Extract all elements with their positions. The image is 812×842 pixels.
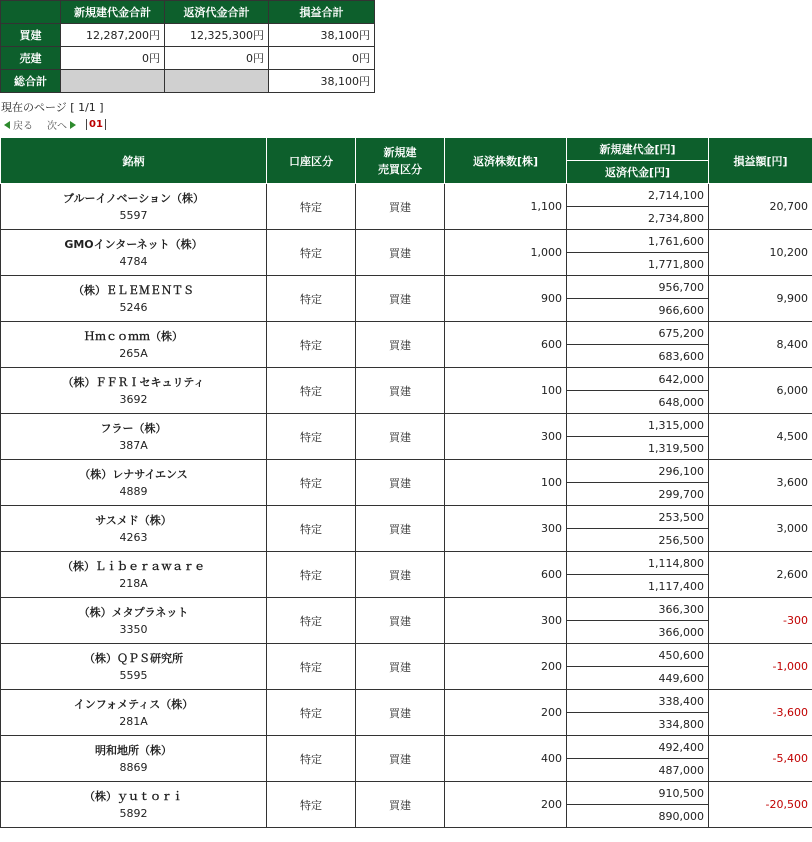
stock-name[interactable]: サスメド（株） (95, 513, 172, 527)
new-amount: 1,761,600 (567, 230, 709, 253)
next-page-link[interactable] (47, 117, 76, 132)
col-header-qty: 返済株数[株] (445, 138, 567, 184)
stock-name[interactable]: 明和地所（株） (95, 743, 172, 757)
arrow-right-icon (70, 121, 76, 129)
table-row (1, 782, 812, 805)
stock-name[interactable]: フラー（株） (100, 421, 167, 435)
summary-grand-empty-2 (165, 70, 269, 93)
positions-table (0, 137, 812, 828)
table-row (1, 460, 812, 483)
table-row (1, 690, 812, 713)
trade-side: 買建 (356, 506, 445, 552)
col-header-new-amount: 新規建代金[円] (567, 138, 709, 161)
stock-name[interactable]: （株）ＥＬＥＭＥＮＴＳ (73, 283, 194, 297)
stock-code: 5892 (119, 806, 148, 820)
close-qty: 100 (445, 368, 567, 414)
close-qty: 1,100 (445, 184, 567, 230)
close-qty: 200 (445, 782, 567, 828)
trade-side: 買建 (356, 690, 445, 736)
close-amount: 683,600 (567, 345, 709, 368)
stock-name-cell (1, 368, 267, 414)
stock-name-cell (1, 782, 267, 828)
profit-loss: 3,000 (709, 506, 812, 552)
new-amount: 642,000 (567, 368, 709, 391)
table-row (1, 644, 812, 667)
col-header-name: 銘柄 (1, 138, 267, 184)
account-type: 特定 (267, 736, 356, 782)
table-row (1, 552, 812, 575)
profit-loss: 6,000 (709, 368, 812, 414)
new-amount: 675,200 (567, 322, 709, 345)
page-number-current[interactable]: 01 (86, 119, 106, 130)
stock-name-cell (1, 460, 267, 506)
account-type: 特定 (267, 230, 356, 276)
close-amount: 1,771,800 (567, 253, 709, 276)
trade-side: 買建 (356, 460, 445, 506)
summary-corner (1, 1, 61, 24)
prev-page-link[interactable] (4, 117, 33, 132)
close-qty: 100 (445, 460, 567, 506)
stock-name-cell (1, 414, 267, 460)
profit-loss: -3,600 (709, 690, 812, 736)
stock-name[interactable]: （株）レナサイエンス (79, 467, 188, 481)
summary-row-label-grand: 総合計 (1, 70, 61, 93)
stock-code: 387A (119, 438, 148, 452)
stock-code: 281A (119, 714, 148, 728)
table-row (1, 506, 812, 529)
close-amount: 966,600 (567, 299, 709, 322)
trade-side: 買建 (356, 322, 445, 368)
profit-loss: 20,700 (709, 184, 812, 230)
stock-name-cell (1, 644, 267, 690)
summary-buy-new-total: 12,287,200円 (61, 24, 165, 47)
close-amount: 1,319,500 (567, 437, 709, 460)
summary-row-label-sell: 売建 (1, 47, 61, 70)
close-amount: 334,800 (567, 713, 709, 736)
close-qty: 900 (445, 276, 567, 322)
account-type: 特定 (267, 552, 356, 598)
stock-name-cell (1, 552, 267, 598)
stock-name-cell (1, 184, 267, 230)
summary-header-pl-total: 損益合計 (269, 1, 375, 24)
table-row (1, 322, 812, 345)
trade-side: 買建 (356, 184, 445, 230)
table-row (1, 736, 812, 759)
stock-code: 4889 (119, 484, 148, 498)
new-amount: 296,100 (567, 460, 709, 483)
stock-name[interactable]: （株）メタプラネット (78, 605, 189, 619)
new-amount: 1,315,000 (567, 414, 709, 437)
stock-name[interactable]: ブルーイノベーション（株） (62, 191, 205, 205)
account-type: 特定 (267, 322, 356, 368)
summary-sell-close-total: 0円 (165, 47, 269, 70)
stock-code: 3350 (119, 622, 148, 636)
stock-name-cell (1, 322, 267, 368)
arrow-left-icon (4, 121, 10, 129)
col-header-side: 新規建 売買区分 (356, 138, 445, 184)
close-amount: 449,600 (567, 667, 709, 690)
account-type: 特定 (267, 368, 356, 414)
col-header-pl: 損益額[円] (709, 138, 812, 184)
account-type: 特定 (267, 506, 356, 552)
close-amount: 648,000 (567, 391, 709, 414)
summary-row-label-buy: 買建 (1, 24, 61, 47)
new-amount: 338,400 (567, 690, 709, 713)
profit-loss: 3,600 (709, 460, 812, 506)
close-amount: 2,734,800 (567, 207, 709, 230)
stock-code: 5595 (119, 668, 148, 682)
profit-loss: 10,200 (709, 230, 812, 276)
new-amount: 2,714,100 (567, 184, 709, 207)
summary-header-new-total: 新規建代金合計 (61, 1, 165, 24)
close-qty: 300 (445, 506, 567, 552)
stock-code: 5246 (119, 300, 148, 314)
prev-page-label: 戻る (13, 121, 33, 132)
account-type: 特定 (267, 690, 356, 736)
table-row (1, 414, 812, 437)
col-header-close-amount: 返済代金[円] (567, 161, 709, 184)
close-qty: 600 (445, 552, 567, 598)
summary-sell-new-total: 0円 (61, 47, 165, 70)
stock-name-cell (1, 276, 267, 322)
trade-side: 買建 (356, 230, 445, 276)
stock-name[interactable]: （株）Ｌｉｂｅｒａｗａｒｅ (62, 559, 205, 573)
account-type: 特定 (267, 598, 356, 644)
stock-name[interactable]: インフォメティス（株） (73, 697, 194, 711)
close-qty: 1,000 (445, 230, 567, 276)
stock-name[interactable]: （株）ＦＦＲＩセキュリティ (62, 375, 205, 389)
summary-sell-pl-total: 0円 (269, 47, 375, 70)
trade-side: 買建 (356, 782, 445, 828)
profit-loss: -20,500 (709, 782, 812, 828)
stock-code: 3692 (119, 392, 148, 406)
next-page-label: 次へ (47, 121, 67, 132)
table-row (1, 276, 812, 299)
table-row (1, 230, 812, 253)
new-amount: 1,114,800 (567, 552, 709, 575)
profit-loss: 2,600 (709, 552, 812, 598)
close-qty: 200 (445, 644, 567, 690)
trade-side: 買建 (356, 276, 445, 322)
summary-table (0, 0, 375, 93)
trade-side: 買建 (356, 552, 445, 598)
account-type: 特定 (267, 276, 356, 322)
stock-name-cell (1, 598, 267, 644)
close-qty: 300 (445, 414, 567, 460)
summary-grand-pl-total: 38,100円 (269, 70, 375, 93)
stock-name[interactable]: Ｈｍｃｏｍｍ（株） (84, 329, 183, 343)
close-amount: 366,000 (567, 621, 709, 644)
close-qty: 300 (445, 598, 567, 644)
stock-code: 265A (119, 346, 148, 360)
profit-loss: 8,400 (709, 322, 812, 368)
table-row (1, 368, 812, 391)
col-header-account: 口座区分 (267, 138, 356, 184)
stock-code: 218A (119, 576, 148, 590)
stock-name-cell (1, 736, 267, 782)
account-type: 特定 (267, 414, 356, 460)
summary-buy-close-total: 12,325,300円 (165, 24, 269, 47)
account-type: 特定 (267, 184, 356, 230)
stock-name[interactable]: （株）ｙｕｔｏｒｉ (84, 789, 183, 803)
close-qty: 400 (445, 736, 567, 782)
trade-side: 買建 (356, 644, 445, 690)
page-status: 現在のページ [ 1/1 ] (1, 101, 104, 114)
close-amount: 487,000 (567, 759, 709, 782)
table-row (1, 184, 812, 207)
new-amount: 492,400 (567, 736, 709, 759)
stock-name-cell (1, 230, 267, 276)
trade-side: 買建 (356, 736, 445, 782)
summary-grand-empty-1 (61, 70, 165, 93)
new-amount: 956,700 (567, 276, 709, 299)
profit-loss: -1,000 (709, 644, 812, 690)
summary-buy-pl-total: 38,100円 (269, 24, 375, 47)
new-amount: 366,300 (567, 598, 709, 621)
account-type: 特定 (267, 644, 356, 690)
profit-loss: 4,500 (709, 414, 812, 460)
stock-name[interactable]: GMOインターネット（株） (64, 237, 203, 251)
close-amount: 1,117,400 (567, 575, 709, 598)
close-amount: 299,700 (567, 483, 709, 506)
stock-name-cell (1, 506, 267, 552)
close-qty: 200 (445, 690, 567, 736)
stock-name-cell (1, 690, 267, 736)
trade-side: 買建 (356, 368, 445, 414)
account-type: 特定 (267, 460, 356, 506)
close-amount: 890,000 (567, 805, 709, 828)
stock-code: 5597 (119, 208, 148, 222)
close-qty: 600 (445, 322, 567, 368)
new-amount: 910,500 (567, 782, 709, 805)
stock-code: 4263 (119, 530, 148, 544)
pager (4, 117, 106, 132)
table-row (1, 598, 812, 621)
new-amount: 253,500 (567, 506, 709, 529)
profit-loss: -5,400 (709, 736, 812, 782)
stock-name[interactable]: （株）ＱＰＳ研究所 (84, 651, 183, 665)
close-amount: 256,500 (567, 529, 709, 552)
summary-header-close-total: 返済代金合計 (165, 1, 269, 24)
trade-side: 買建 (356, 598, 445, 644)
trade-side: 買建 (356, 414, 445, 460)
profit-loss: 9,900 (709, 276, 812, 322)
account-type: 特定 (267, 782, 356, 828)
profit-loss: -300 (709, 598, 812, 644)
stock-code: 8869 (119, 760, 148, 774)
new-amount: 450,600 (567, 644, 709, 667)
stock-code: 4784 (119, 254, 148, 268)
